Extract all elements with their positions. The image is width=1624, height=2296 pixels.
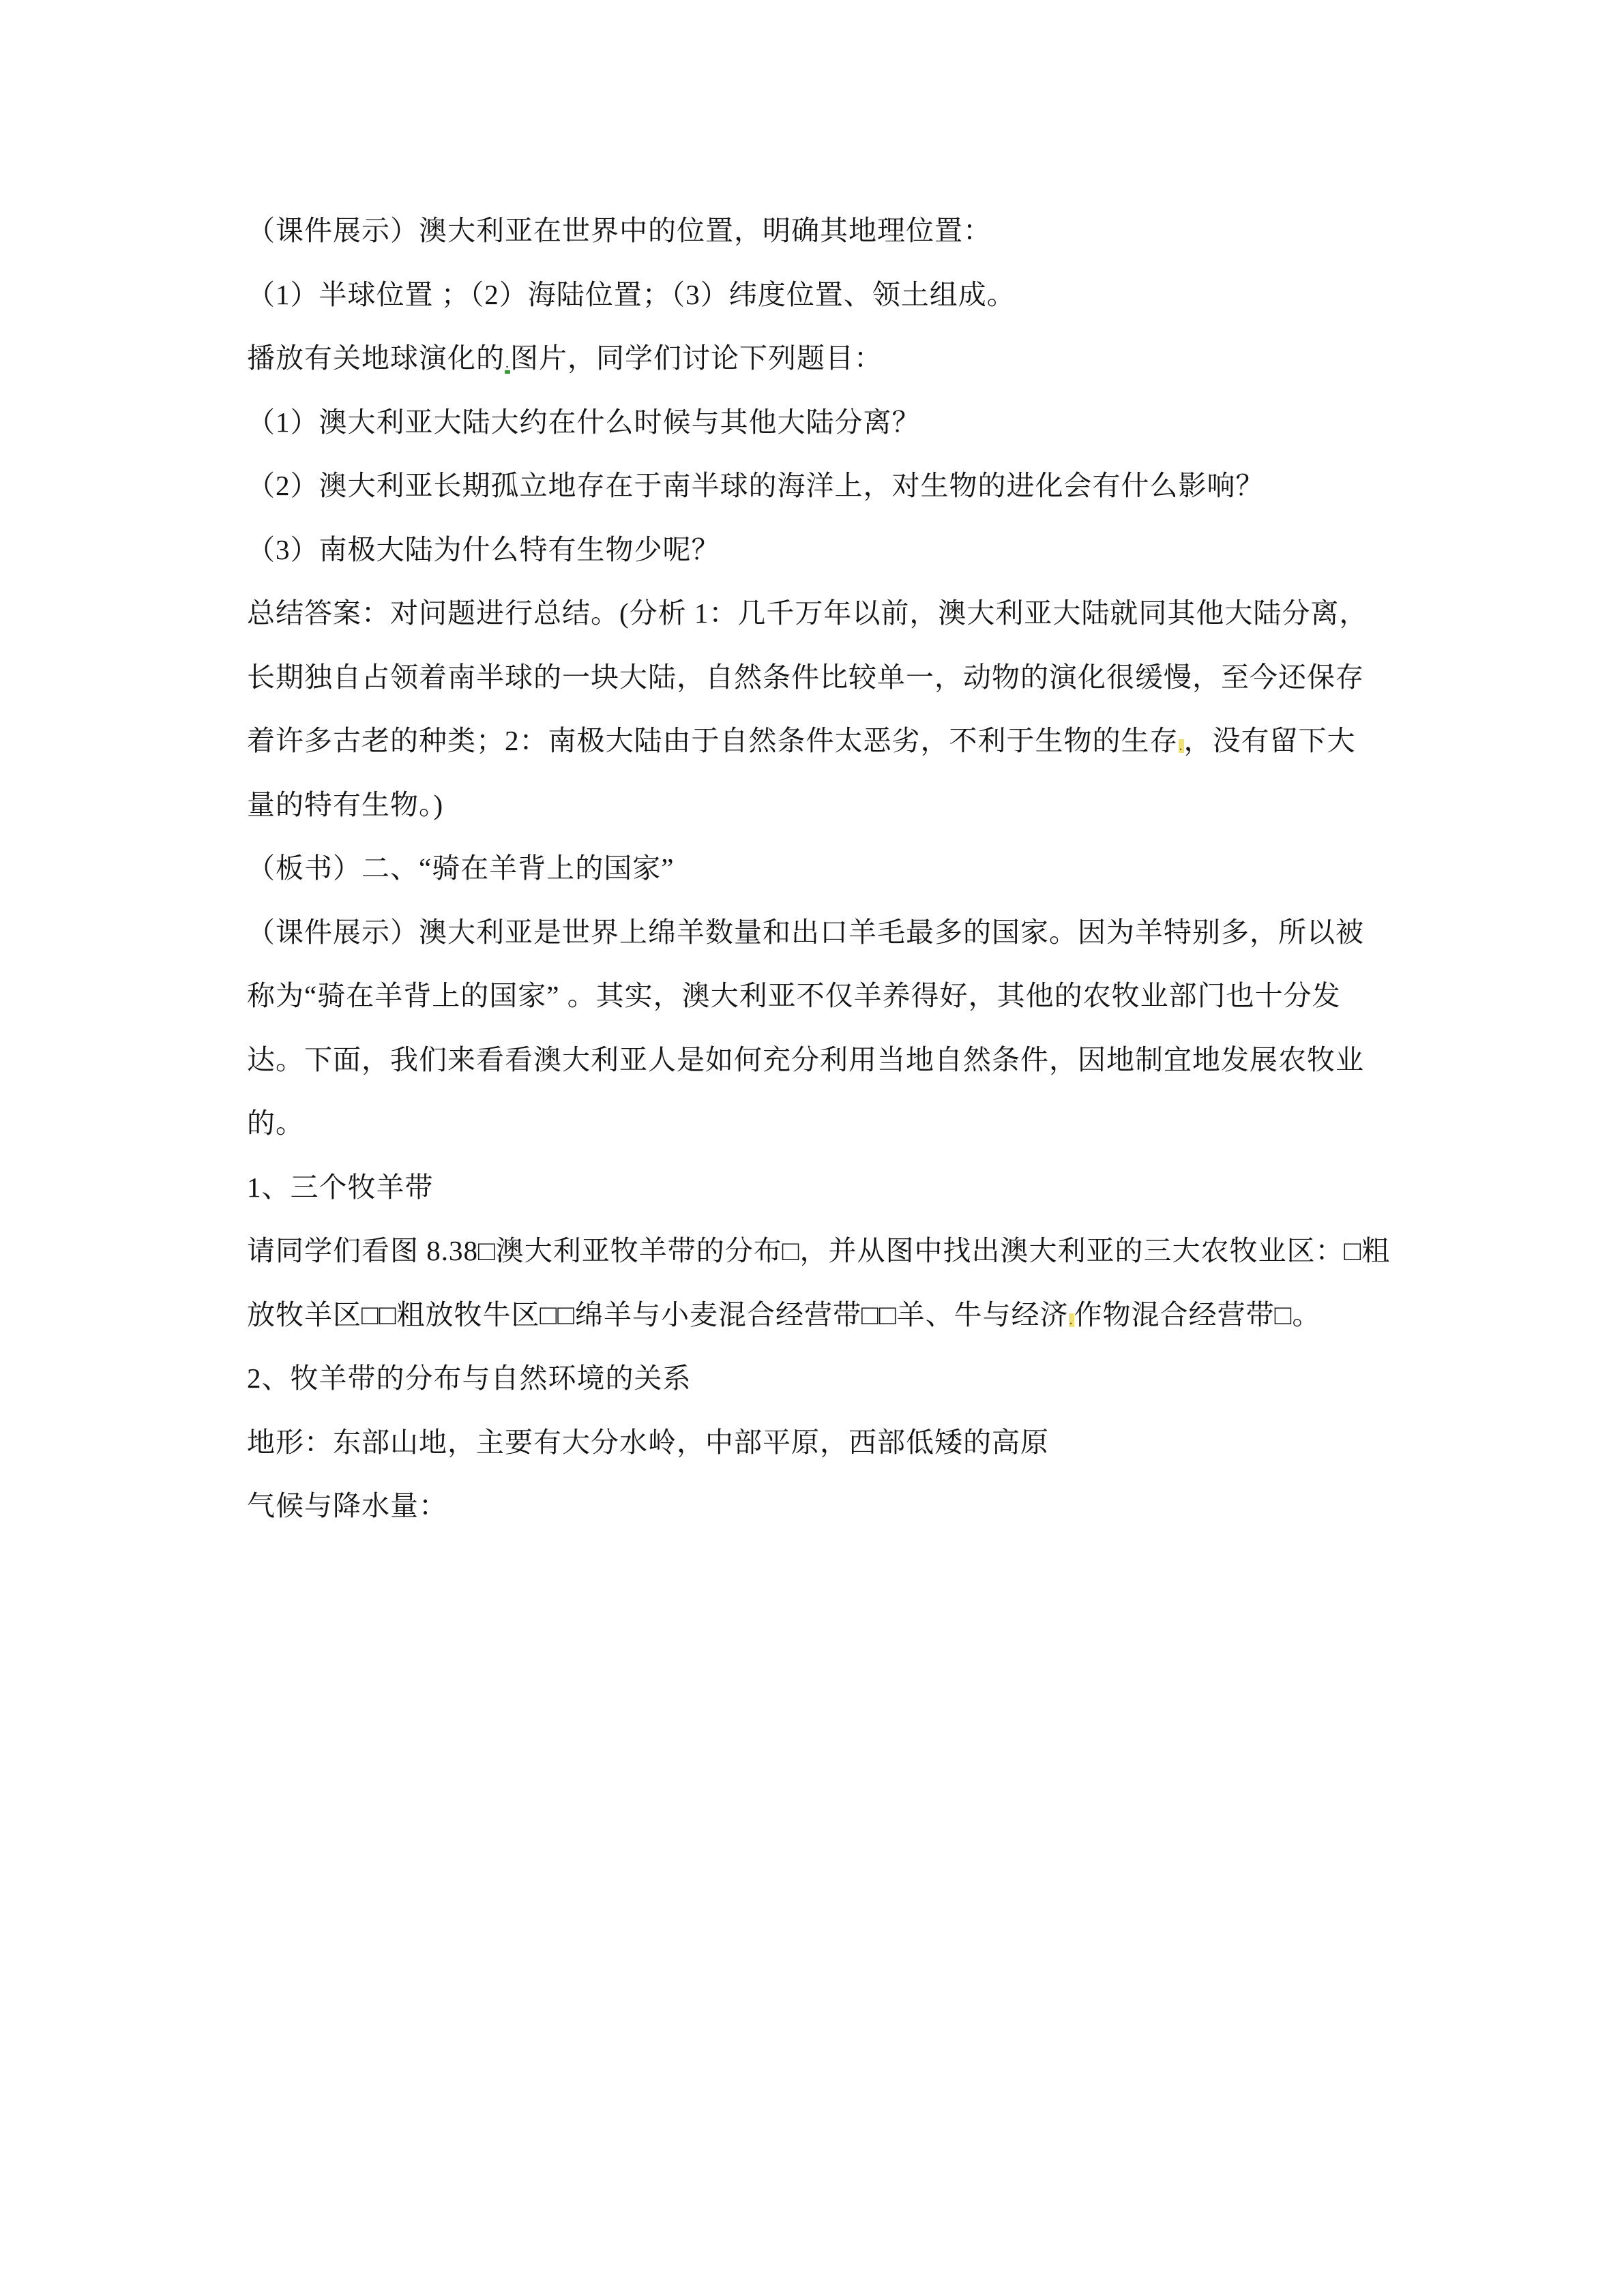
text-line-1: （课件展示）澳大利亚在世界中的位置，明确其地理位置： [247,215,992,246]
text-segment: ，没有留下大 [1183,725,1356,756]
text-segment: 作物混合经营带□。 [1074,1298,1321,1330]
text-line-14: 达。下面，我们来看看澳大利亚人是如何充分利用当地自然条件，因地制宜地发展农牧业 [247,1043,1364,1075]
text-line-10: 量的特有生物。) [247,788,444,820]
text-line-21: 气候与降水量： [247,1490,447,1521]
text-line-19: 2、牧羊带的分布与自然环境的关系 [247,1362,692,1394]
text-line-8: 长期独自占领着南半球的一块大陆，自然条件比较单一，动物的演化很缓慢，至今还保存 [247,661,1364,693]
text-segment: 放牧羊区□□粗放牧牛区□□绵羊与小麦混合经营带□□羊、牛与经济 [247,1298,1069,1330]
text-line-11: （板书）二、“骑在羊背上的国家” [247,852,675,884]
text-segment: 着许多古老的种类；2：南极大陆由于自然条件太恶劣，不利于生物的生存 [247,725,1179,756]
text-line-20: 地形：东部山地，主要有大分水岭，中部平原，西部低矮的高原 [247,1426,1049,1458]
text-line-2: （1）半球位置 ；（2）海陆位置；（3）纬度位置、领土组成。 [247,278,1016,310]
text-line-7: 总结答案：对问题进行总结。(分析 1：几千万年以前，澳大利亚大陆就同其他大陆分离， [247,597,1368,629]
text-line-17: 请同学们看图 8.38□澳大利亚牧羊带的分布□，并从图中找出澳大利亚的三大农牧业区：□粗 [247,1235,1391,1266]
text-line-9 [247,709,1406,773]
text-line-15: 的。 [247,1107,304,1139]
text-segment: 图片，同学们讨论下列题目： [510,342,883,374]
yellow-annotation-mark: . [1069,1312,1074,1328]
yellow-annotation-mark: . [1179,739,1183,754]
text-line-12: （课件展示）澳大利亚是世界上绵羊数量和出口羊毛最多的国家。因为羊特别多，所以被 [247,916,1364,948]
text-segment: 播放有关地球演化的 [247,342,505,374]
document-body [247,199,1406,1538]
text-line-18 [247,1283,1406,1347]
green-annotation-mark: . [505,357,510,374]
text-line-13: 称为“骑在羊背上的国家” 。其实，澳大利亚不仅羊养得好，其他的农牧业部门也十分发 [247,980,1341,1011]
text-line-5: （2）澳大利亚长期孤立地存在于南半球的海洋上，对生物的进化会有什么影响？ [247,470,1265,501]
text-line-3 [247,327,1406,391]
text-line-4: （1）澳大利亚大陆大约在什么时候与其他大陆分离？ [247,406,921,438]
text-line-16: 1、三个牧羊带 [247,1171,434,1203]
text-line-6: （3）南极大陆为什么特有生物少呢？ [247,533,720,565]
